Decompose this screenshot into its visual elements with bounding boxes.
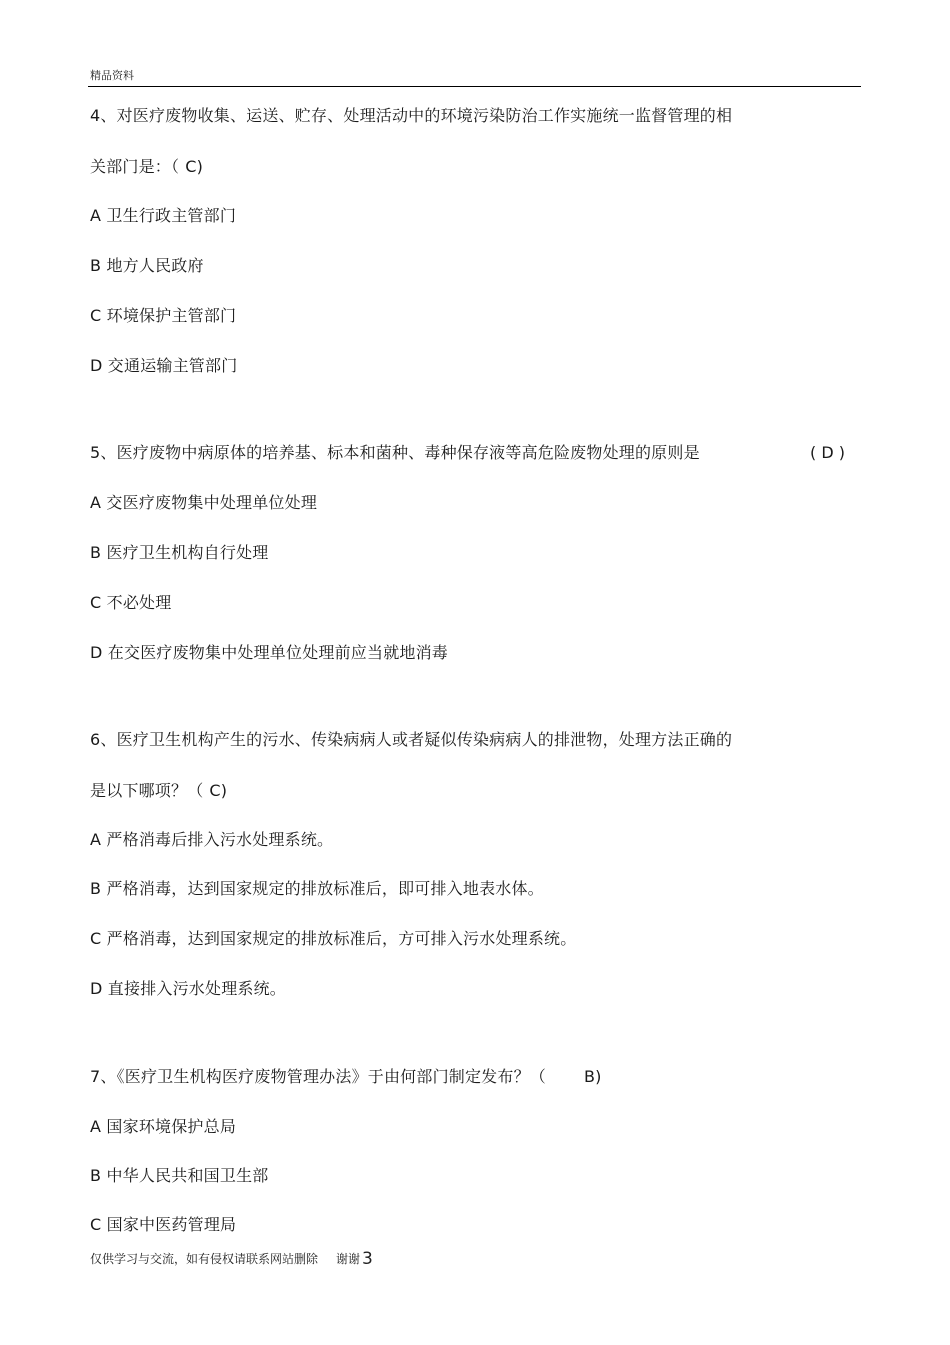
question-7-option-a: A 国家环境保护总局 — [90, 1117, 237, 1136]
question-5-option-c: C 不必处理 — [90, 593, 172, 612]
question-6-answer: C) — [209, 781, 228, 800]
question-6-option-c: C 严格消毒，达到国家规定的排放标准后，方可排入污水处理系统。 — [90, 929, 577, 948]
question-4-option-b: B 地方人民政府 — [90, 256, 204, 275]
question-4-stem-line2 — [90, 157, 203, 177]
question-7-stem-text: 7、《医疗卫生机构医疗废物管理办法》于由何部门制定发布？（ — [90, 1067, 546, 1086]
question-4-option-c: C 环境保护主管部门 — [90, 306, 237, 325]
question-7-option-b: B 中华人民共和国卫生部 — [90, 1166, 269, 1185]
footer-thanks: 谢谢 — [336, 1252, 361, 1266]
question-4-stem-line1: 4、对医疗废物收集、运送、贮存、处理活动中的环境污染防治工作实施统一监督管理的相 — [90, 106, 733, 125]
question-5-option-b: B 医疗卫生机构自行处理 — [90, 543, 269, 562]
question-6-option-a: A 严格消毒后排入污水处理系统。 — [90, 830, 334, 849]
question-4-stem-text: 关部门是：（ — [90, 157, 180, 176]
question-7-option-c: C 国家中医药管理局 — [90, 1215, 237, 1234]
question-6-option-d: D 直接排入污水处理系统。 — [90, 979, 287, 998]
question-6-option-b: B 严格消毒，达到国家规定的排放标准后，即可排入地表水体。 — [90, 879, 544, 898]
question-4-answer: C) — [185, 157, 204, 176]
question-4-option-a: A 卫生行政主管部门 — [90, 206, 237, 225]
question-5-stem-line1: 5、医疗废物中病原体的培养基、标本和菌种、毒种保存液等高危险废物处理的原则是 — [90, 443, 700, 462]
question-7-answer: B) — [583, 1067, 602, 1086]
header-label: 精品资料 — [90, 69, 134, 82]
question-5-option-d: D 在交医疗废物集中处理单位处理前应当就地消毒 — [90, 643, 449, 662]
header-rule — [88, 86, 861, 87]
question-4-option-d: D 交通运输主管部门 — [90, 356, 238, 375]
footer-note: 仅供学习与交流，如有侵权请联系网站删除 — [90, 1252, 319, 1266]
question-5-answer: ( D ) — [810, 443, 845, 462]
question-5-option-a: A 交医疗废物集中处理单位处理 — [90, 493, 318, 512]
question-7-stem-line1 — [90, 1067, 602, 1087]
page-number: 3 — [362, 1249, 373, 1269]
question-6-stem-line1: 6、医疗卫生机构产生的污水、传染病病人或者疑似传染病病人的排泄物，处理方法正确的 — [90, 730, 733, 749]
question-6-stem-text: 是以下哪项？（ — [90, 781, 204, 800]
question-6-stem-line2 — [90, 781, 227, 801]
page-footer — [90, 1249, 373, 1269]
